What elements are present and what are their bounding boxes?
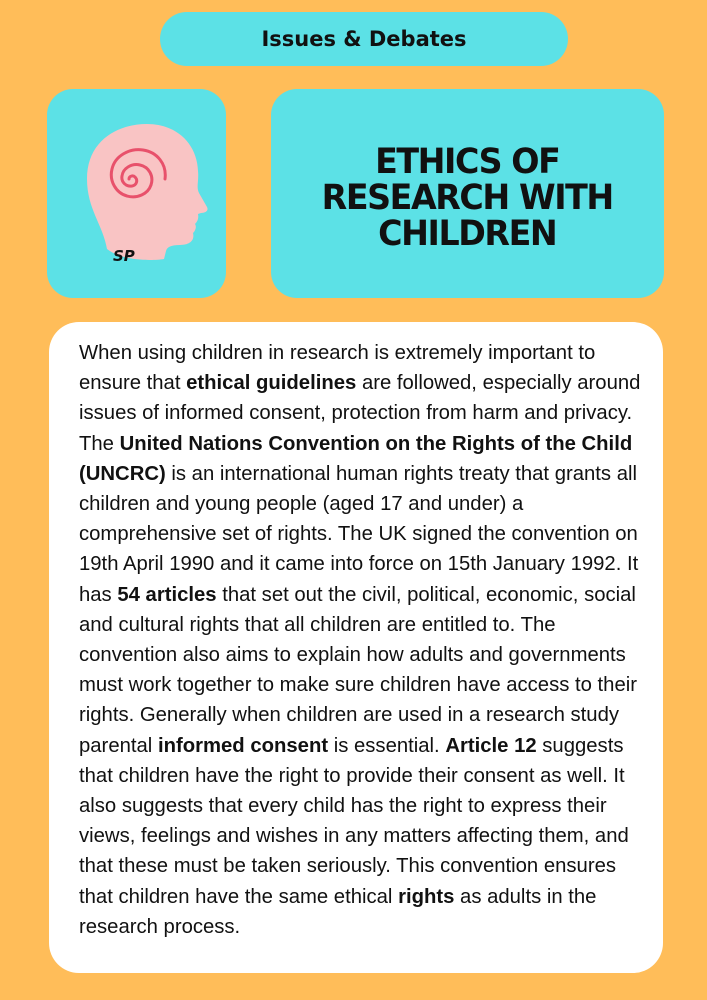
body-paragraph	[79, 338, 651, 942]
body-bold-6: rights	[398, 885, 455, 908]
body-text-5: is essential.	[328, 734, 446, 757]
body-text-6: suggests that children have the right to provide their consent as well. It also suggests that every child has the right to express their views, feelings and wishes in any matters affecting them, and that these must be taken seriously. This convention ensures that children have the same ethical	[79, 734, 629, 908]
body-text-7: as adults in the research process.	[79, 885, 597, 938]
title-box	[271, 89, 664, 298]
body-text-3: is an international human rights treaty that grants all children and young people (aged 17 and under) a comprehensive set of rights. The UK signed the convention on 19th April 1990 and it came into force on 15th January 1992. It has	[79, 462, 639, 606]
body-bold-1: ethical guidelines	[186, 372, 357, 395]
body-text-card	[49, 322, 663, 973]
title-line-3: CHILDREN	[378, 213, 557, 254]
body-text-2: are followed, especially around issues of informed consent, protection from harm and privacy. The	[79, 372, 641, 455]
logo-box	[47, 89, 226, 298]
category-pill	[160, 12, 568, 66]
body-bold-2: United Nations Convention on the Rights of the Child (UNCRC)	[79, 432, 633, 485]
head-spiral-icon	[47, 89, 226, 298]
body-bold-3: 54 articles	[117, 583, 217, 606]
category-label: Issues & Debates	[261, 27, 467, 51]
body-text-4: that set out the civil, political, economic, social and cultural rights that all children are entitled to. The convention also aims to explain how adults and governments must work together to make sure children have access to their rights. Generally when children are used in a research study parental	[79, 583, 637, 757]
page-title	[322, 136, 613, 252]
title-line-1: ETHICS OF	[375, 141, 560, 182]
logo-initials: SP	[113, 247, 135, 265]
body-bold-4: informed consent	[157, 734, 329, 757]
title-line-2: RESEARCH WITH	[321, 177, 614, 218]
body-text-1: When using children in research is extremely important to ensure that	[79, 342, 596, 395]
body-bold-5: Article 12	[445, 734, 537, 757]
